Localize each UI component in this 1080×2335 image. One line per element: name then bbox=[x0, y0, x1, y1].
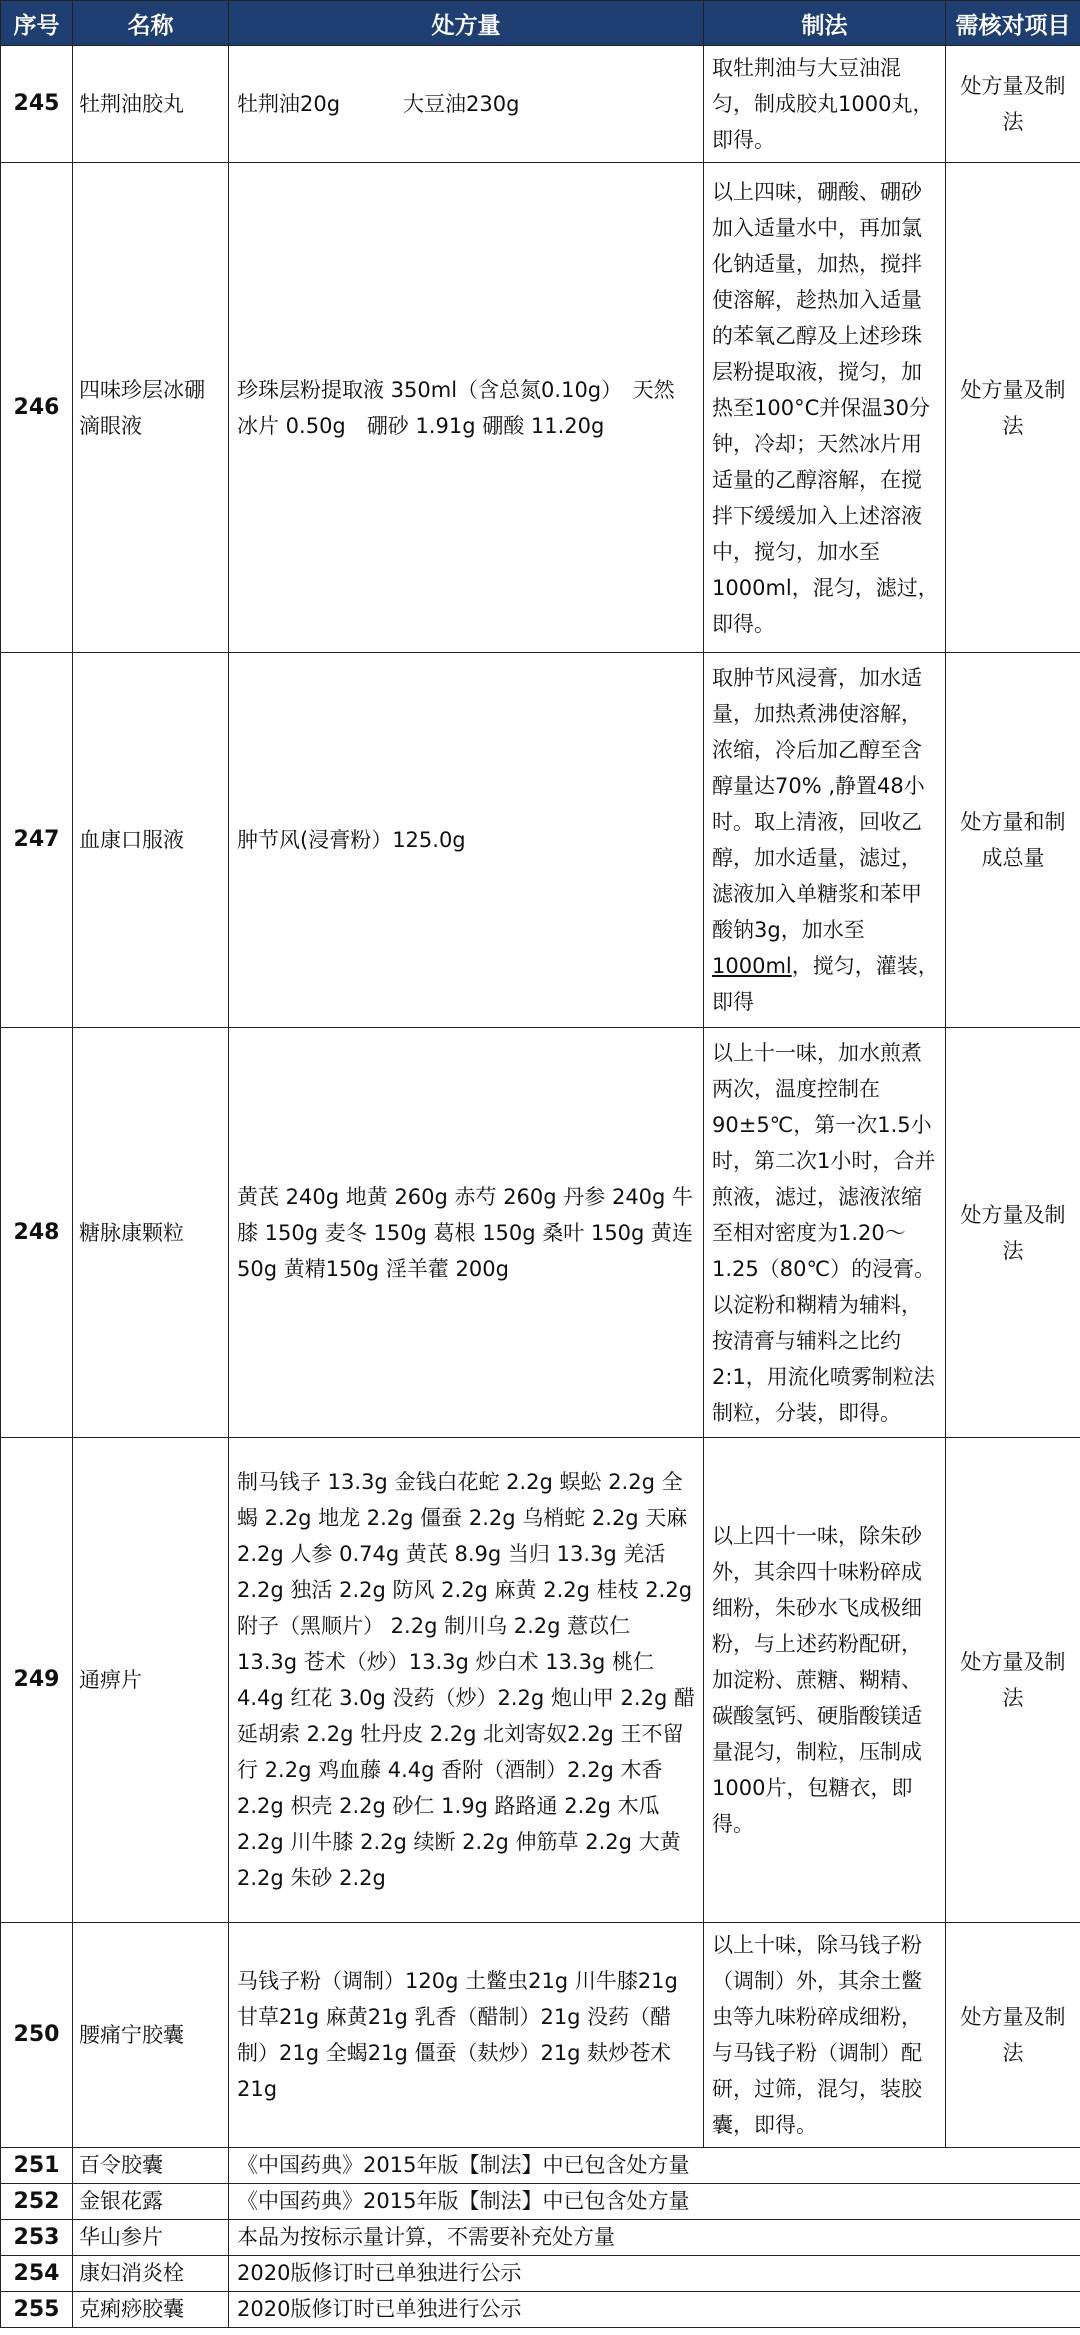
drug-name: 腰痛宁胶囊 bbox=[73, 1923, 229, 2148]
table-row bbox=[1, 46, 1080, 163]
header-row bbox=[1, 1, 1080, 46]
method-cell: 取牡荆油与大豆油混匀，制成胶丸1000丸，即得。 bbox=[704, 46, 946, 163]
drug-name: 通痹片 bbox=[73, 1438, 229, 1923]
table-row bbox=[1, 1923, 1080, 2148]
drug-name: 糖脉康颗粒 bbox=[73, 1028, 229, 1438]
table-row bbox=[1, 653, 1080, 1028]
note-cell: 《中国药典》2015年版【制法】中已包含处方量 bbox=[229, 2148, 1080, 2184]
method-cell: 以上十一味，加水煎煮两次，温度控制在90±5℃，第一次1.5小时，第二次1小时，合并煎液，滤过，滤液浓缩至相对密度为1.20～1.25（80℃）的浸膏。以淀粉和糊精为辅料，按清膏与辅料之比约2:1，用流化喷雾制粒法制粒，分装，即得。 bbox=[704, 1028, 946, 1438]
header-formula: 处方量 bbox=[229, 1, 704, 46]
review-cell: 处方量和制成总量 bbox=[946, 653, 1080, 1028]
header-review: 需核对项目 bbox=[946, 1, 1080, 46]
review-cell: 处方量及制法 bbox=[946, 1438, 1080, 1923]
row-number: 255 bbox=[1, 2292, 73, 2328]
formula-cell: 肿节风(浸膏粉）125.0g bbox=[229, 653, 704, 1028]
drug-name: 牡荆油胶丸 bbox=[73, 46, 229, 163]
review-cell: 处方量及制法 bbox=[946, 1028, 1080, 1438]
row-number: 247 bbox=[1, 653, 73, 1028]
method-text: 取肿节风浸膏，加水适量，加热煮沸使溶解，浓缩，冷后加乙醇至含醇量达70% ,静置48小时。取上清液，回收乙醇，加水适量，滤过，滤液加入单糖浆和苯甲酸钠3g，加水至 bbox=[712, 666, 925, 942]
drug-name: 华山参片 bbox=[73, 2220, 229, 2256]
method-cell bbox=[704, 653, 946, 1028]
drug-name: 克痢痧胶囊 bbox=[73, 2292, 229, 2328]
row-number: 252 bbox=[1, 2184, 73, 2220]
drug-name: 四味珍层冰硼滴眼液 bbox=[73, 163, 229, 653]
table-row bbox=[1, 163, 1080, 653]
review-cell: 处方量及制法 bbox=[946, 163, 1080, 653]
method-text-end: ，搅匀，灌装，即得 bbox=[712, 954, 939, 1014]
formula-cell: 马钱子粉（调制）120g 土鳖虫21g 川牛膝21g 甘草21g 麻黄21g 乳香（醋制）21g 没药（醋制）21g 全蝎21g 僵蚕（麸炒）21g 麸炒苍术21g bbox=[229, 1923, 704, 2148]
row-number: 251 bbox=[1, 2148, 73, 2184]
row-number: 253 bbox=[1, 2220, 73, 2256]
note-cell: 本品为按标示量计算，不需要补充处方量 bbox=[229, 2220, 1080, 2256]
method-cell: 以上十味，除马钱子粉（调制）外，其余土鳖虫等九味粉碎成细粉，与马钱子粉（调制）配研，过筛，混匀，装胶囊，即得。 bbox=[704, 1923, 946, 2148]
row-number: 248 bbox=[1, 1028, 73, 1438]
formula-cell: 黄芪 240g 地黄 260g 赤芍 260g 丹参 240g 牛膝 150g 麦冬 150g 葛根 150g 桑叶 150g 黄连 50g 黄精150g 淫羊藿 200g bbox=[229, 1028, 704, 1438]
formula-cell: 制马钱子 13.3g 金钱白花蛇 2.2g 蜈蚣 2.2g 全蝎 2.2g 地龙 2.2g 僵蚕 2.2g 乌梢蛇 2.2g 天麻 2.2g 人参 0.74g 黄芪 8.9g 当归 13.3g 羌活 2.2g 独活 2.2g 防风 2.2g 麻黄 2.2g 桂枝 2.2g 附子（黑顺片） 2.2g 制川乌 2.2g 薏苡仁 13.3g 苍术（炒）13.3g 炒白术 13.3g 桃仁 4.4g 红花 3.0g 没药（炒）2.2g 炮山甲 2.2g 醋延胡索 2.2g 牡丹皮 2.2g 北刘寄奴2.2g 王不留行 2.2g 鸡血藤 4.4g 香附（酒制）2.2g 木香 2.2g 枳壳 2.2g 砂仁 1.9g 路路通 2.2g 木瓜 2.2g 川牛膝 2.2g 续断 2.2g 伸筋草 2.2g 大黄 2.2g 朱砂 2.2g bbox=[229, 1438, 704, 1923]
table-row bbox=[1, 1028, 1080, 1438]
table-row-short bbox=[1, 2148, 1080, 2184]
header-name: 名称 bbox=[73, 1, 229, 46]
table-row-short bbox=[1, 2256, 1080, 2292]
row-number: 246 bbox=[1, 163, 73, 653]
method-underlined-volume: 1000ml bbox=[712, 954, 792, 978]
review-cell: 处方量及制法 bbox=[946, 1923, 1080, 2148]
note-cell: 2020版修订时已单独进行公示 bbox=[229, 2256, 1080, 2292]
table-row-short bbox=[1, 2220, 1080, 2256]
table-row-short bbox=[1, 2184, 1080, 2220]
header-no: 序号 bbox=[1, 1, 73, 46]
drug-name: 金银花露 bbox=[73, 2184, 229, 2220]
drug-name: 百令胶囊 bbox=[73, 2148, 229, 2184]
table-row bbox=[1, 1438, 1080, 1923]
review-cell: 处方量及制法 bbox=[946, 46, 1080, 163]
note-cell: 《中国药典》2015年版【制法】中已包含处方量 bbox=[229, 2184, 1080, 2220]
table-row-short bbox=[1, 2292, 1080, 2328]
formula-cell: 牡荆油20g 大豆油230g bbox=[229, 46, 704, 163]
note-cell: 2020版修订时已单独进行公示 bbox=[229, 2292, 1080, 2328]
row-number: 254 bbox=[1, 2256, 73, 2292]
header-method: 制法 bbox=[704, 1, 946, 46]
drug-name: 康妇消炎栓 bbox=[73, 2256, 229, 2292]
row-number: 245 bbox=[1, 46, 73, 163]
row-number: 249 bbox=[1, 1438, 73, 1923]
drug-name: 血康口服液 bbox=[73, 653, 229, 1028]
row-number: 250 bbox=[1, 1923, 73, 2148]
formula-cell: 珍珠层粉提取液 350ml（含总氮0.10g） 天然冰片 0.50g 硼砂 1.91g 硼酸 11.20g bbox=[229, 163, 704, 653]
method-cell: 以上四味，硼酸、硼砂加入适量水中，再加氯化钠适量，加热，搅拌使溶解，趁热加入适量的苯氧乙醇及上述珍珠层粉提取液，搅匀，加热至100°C并保温30分钟，冷却；天然冰片用适量的乙醇溶解，在搅拌下缓缓加入上述溶液中，搅匀，加水至1000ml，混匀，滤过，即得。 bbox=[704, 163, 946, 653]
method-cell: 以上四十一味，除朱砂外，其余四十味粉碎成细粉，朱砂水飞成极细粉，与上述药粉配研，加淀粉、蔗糖、糊精、碳酸氢钙、硬脂酸镁适量混匀，制粒，压制成1000片，包糖衣，即得。 bbox=[704, 1438, 946, 1923]
